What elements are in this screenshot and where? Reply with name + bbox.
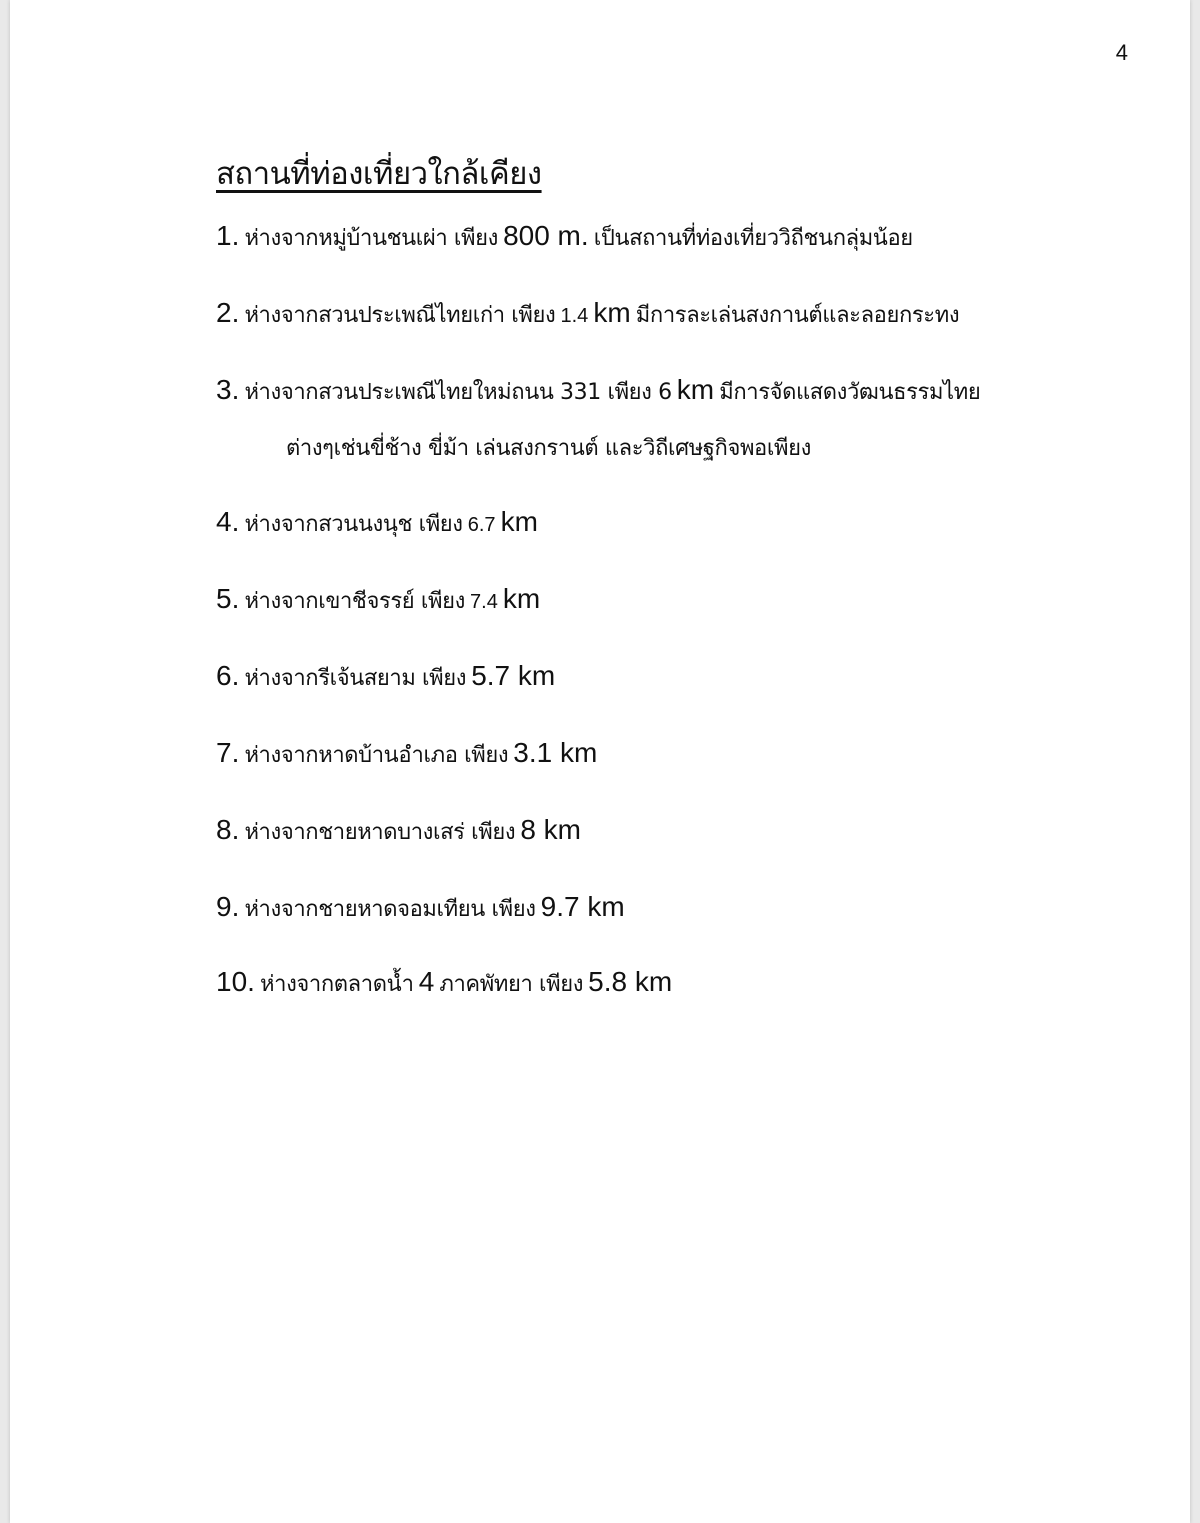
list-item [216,506,538,541]
item-text: ห่างจากเขาชีจรรย์ เพียง [244,589,465,614]
list-item [216,966,672,1001]
item-number: 4. [216,506,240,537]
item-distance-value: 6.7 [467,514,496,536]
list-item [216,814,581,849]
item-number: 7. [216,737,240,768]
item-text: ห่างจากสวนประเพณีไทยเก่า เพียง [244,303,556,328]
item-number: 3. [216,374,240,405]
list-item [216,660,555,695]
item-distance: 5.7 km [471,660,556,691]
item-number: 1. [216,220,240,251]
item-number: 10. [216,966,255,997]
item-text: ห่างจากตลาดน้ำ [260,972,414,997]
item-text-continued: ภาคพัทยา เพียง [439,972,584,997]
item-text: ห่างจากรีเจ้นสยาม เพียง [244,666,467,691]
item-distance-value: 7.4 [470,591,498,613]
list-item [216,891,625,926]
item-text: ห่างจากชายหาดจอมเทียน เพียง [244,897,536,922]
page-title: สถานที่ท่องเที่ยวใกล้เคียง [216,156,542,192]
item-market-number: 4 [418,966,435,997]
item-text: ห่างจากหาดบ้านอำเภอ เพียง [244,743,509,768]
item-text: ห่างจากหมู่บ้านชนเผ่า เพียง [244,226,498,251]
item-distance: 800 m. [503,220,589,251]
item-distance: 8 km [520,814,581,845]
item-number: 2. [216,297,240,328]
item-distance-unit: km [500,506,538,537]
item-distance-unit: km [676,374,715,405]
item-number: 5. [216,583,240,614]
item-text: ห่างจากชายหาดบางเสร่ เพียง [244,820,516,845]
item-number: 6. [216,660,240,691]
document-page [10,0,1190,1523]
item-description: มีการละเล่นสงกานต์และลอยกระทง [635,303,960,328]
list-item [216,374,981,461]
list-item [216,297,959,332]
item-number: 8. [216,814,240,845]
item-distance: 3.1 km [513,737,598,768]
item-distance: 9.7 km [540,891,625,922]
item-distance-unit: km [593,297,631,328]
item-distance: 5.8 km [588,966,673,997]
item-number: 9. [216,891,240,922]
item-description: เป็นสถานที่ท่องเที่ยววิถีชนกลุ่มน้อย [593,226,913,251]
list-item [216,583,540,618]
item-text: ห่างจากสวนนงนุช เพียง [244,512,463,537]
list-item [216,737,597,772]
page-number: 4 [1115,40,1128,65]
item-distance-unit: km [502,583,541,614]
item-description-continued: ต่างๆเช่นขี่ช้าง ขี่ม้า เล่นสงกรานต์ และวิถีเศษฐกิจพอเพียง [286,436,811,461]
item-text: ห่างจากสวนประเพณีไทยใหม่ถนน 331 เพียง 6 [244,380,672,405]
item-description: มีการจัดแสดงวัฒนธรรมไทย [719,380,981,405]
list-item [216,220,913,255]
item-distance-value: 1.4 [560,305,589,327]
